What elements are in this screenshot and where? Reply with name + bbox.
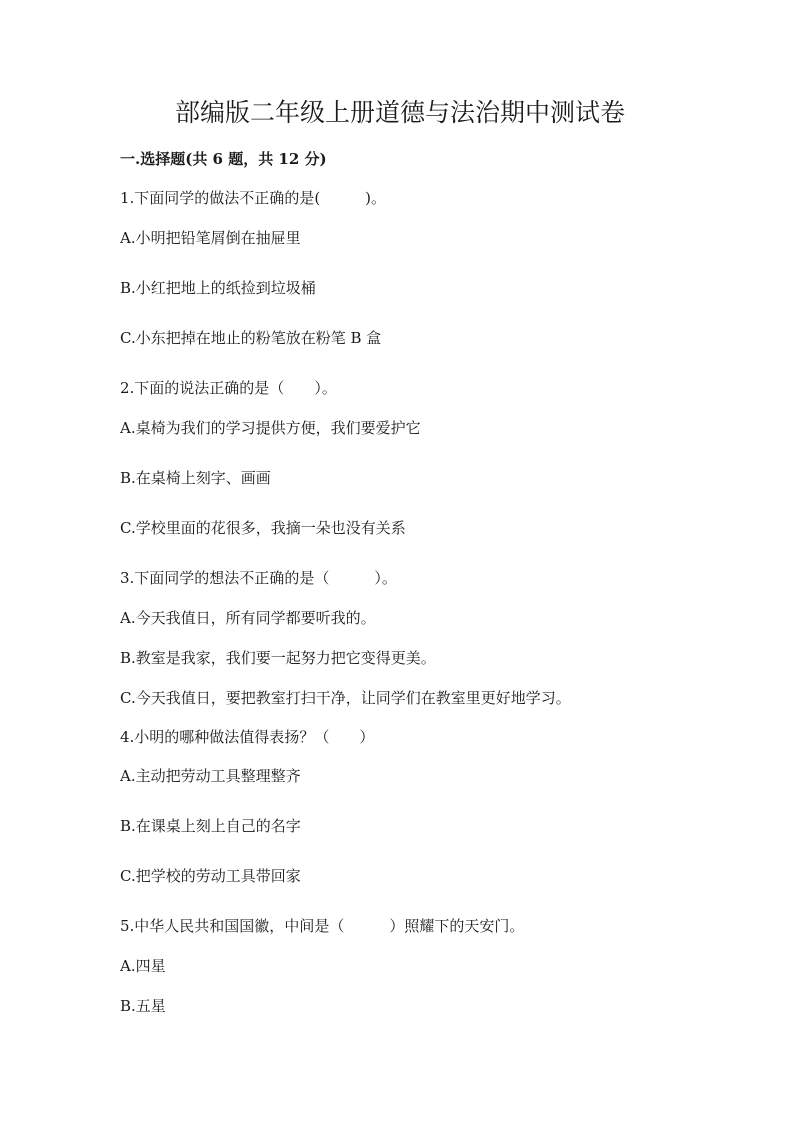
answer-option: A.今天我值日，所有同学都要听我的。 [120,609,376,627]
answer-option: B.教室是我家，我们要一起努力把它变得更美。 [120,649,436,667]
question-stem: 4.小明的哪种做法值得表扬？（ ） [120,728,375,746]
question-stem: 5.中华人民共和国国徽，中间是（ ）照耀下的天安门。 [120,917,525,935]
answer-option: A.主动把劳动工具整理整齐 [120,767,301,785]
question-stem: 1.下面同学的做法不正确的是( )。 [120,189,387,207]
page-title: 部编版二年级上册道德与法治期中测试卷 [174,98,625,127]
answer-option: C.小东把掉在地止的粉笔放在粉笔 B 盒 [120,329,382,347]
question-stem: 2.下面的说法正确的是（ ）。 [120,379,337,397]
section-heading: 一.选择题(共 6 题，共 12 分) [120,150,327,168]
answer-option: B.在桌椅上刻字、画画 [120,469,271,487]
answer-option: C.今天我值日，要把教室打扫干净，让同学们在教室里更好地学习。 [120,689,571,707]
answer-option: A.四星 [120,957,166,975]
question-stem: 3.下面同学的想法不正确的是（ ）。 [120,569,397,587]
answer-option: C.把学校的劳动工具带回家 [120,867,301,885]
answer-option: B.小红把地上的纸捡到垃圾桶 [120,279,316,297]
answer-option: A.桌椅为我们的学习提供方便，我们要爱护它 [120,419,421,437]
answer-option: B.五星 [120,997,166,1015]
answer-option: B.在课桌上刻上自己的名字 [120,817,301,835]
answer-option: A.小明把铅笔屑倒在抽屉里 [120,229,301,247]
answer-option: C.学校里面的花很多，我摘一朵也没有关系 [120,519,406,537]
